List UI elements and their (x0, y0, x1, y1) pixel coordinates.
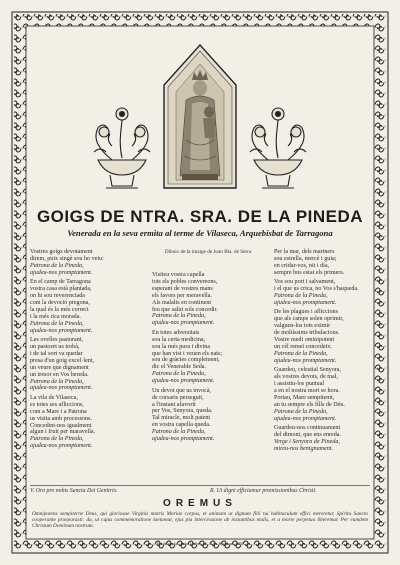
verse-line: ajudeu-nos promptament. (30, 327, 93, 334)
verse-line: Guardeu, celestial Senyora, (274, 367, 342, 374)
flower-vase-right (250, 108, 306, 188)
verse-line: ajudeu-nos promptament. (274, 299, 337, 306)
verse-line: que han vist i veuen els nats; (152, 350, 223, 357)
page-subtitle: Venerada en la seva ermita al terme de Vilaseca, Arquebisbat de Tarragona (67, 228, 333, 238)
stanza (30, 249, 142, 277)
printer-footer: Fotolitografia · Balm G. Pere, 45, 3r.A · Barcelona, 1983 (156, 542, 244, 546)
page-title: GOIGS DE NTRA. SRA. DE LA PINEDA (36, 207, 364, 226)
verse-line: La vila de Vilaseca, (30, 394, 78, 401)
stanza (30, 395, 142, 450)
verse-line: En el camp de Tarragona (30, 279, 91, 286)
verse-line: sou la més pura i divina (152, 343, 211, 350)
verse-line: Per la mar, dels mariners (274, 249, 335, 255)
verse-line: sou estrella, mercè i guia; (274, 255, 337, 262)
verse-line: per Vos, Senyora, queda. (152, 408, 213, 415)
verse-line: feu que salut sols concedir. (152, 306, 218, 313)
verse-line: en vostra capella queda. (152, 422, 211, 429)
verse-line: sempre bus estat els primers. (274, 269, 345, 276)
verse-line: Concedint-nos igualment (30, 422, 92, 429)
flower-vase-left (94, 108, 150, 188)
verse-line: un cèl remei concedeix. (274, 343, 332, 350)
verse-line: ajudeu-nos promptament. (152, 436, 215, 443)
verse-line: mireu-nos benignament. (274, 445, 334, 452)
verse-line: Verge i Senyora de Pineda, (274, 438, 340, 445)
image-credit-line-1: Dibuix de la imatge (164, 249, 206, 255)
verse-column-3 (274, 249, 374, 455)
verse-line: De les plagues i afliccions (274, 309, 338, 316)
oremus-heading: OREMUS (163, 498, 237, 509)
verse-line: presa d'un goig excel·lent, (30, 357, 95, 364)
verse-line: Visiteu vostra capella (152, 272, 205, 278)
verse-line: valguen-los tots eximir (274, 323, 331, 330)
stanza (152, 330, 264, 385)
verse-line: esperant de vostres mans (152, 285, 213, 292)
stanza (30, 279, 142, 334)
closing-prayer: Omnipotens sempiterne Deus, qui gloriosae Virginis matris Mariae corpus, et animam ut dignum filii tui habitaculum effici mereretur, Spiritu Sancto cooperante praeparasti: da, ut cujus commemoratione laetamur, ejus pia intercessione ab instantibus malis, et a morte perpetua liberemur. Per eumdem Christum Dominum nostrum. (32, 511, 368, 530)
stanza (274, 279, 374, 307)
verse-line: ajudeu-nos promptament. (274, 415, 337, 422)
verse-line: els favors per meravella. (152, 292, 212, 299)
stanza (274, 367, 374, 422)
stanza (274, 425, 374, 453)
verse-line: a en el nostra mort se hora. (274, 388, 340, 394)
verse-line: Vos sou port i salvament, (274, 279, 336, 286)
verse-line: de moltíssims tribulacions. (274, 330, 340, 337)
verse-line: un pastoret us trobà, (30, 343, 80, 350)
verse-line: un veure que dignament (30, 364, 89, 371)
verse-line: ajudeu-nos promptament. (30, 385, 93, 392)
verse-line: Patrona de la Pineda, (152, 429, 206, 436)
verse-line: Patrona de la Pineda, (30, 436, 84, 443)
versicle-r: R. Ut digni efficiamur promissionibus Christi. (210, 488, 317, 494)
verse-line: tots els pobles convereons, (152, 278, 218, 285)
verse-line: Guardeu-nos continuament (274, 425, 341, 432)
verse-line: Vostre medi ominipotent (274, 337, 335, 344)
verse-line: direm, puix singè sou ho veiu: (30, 255, 104, 262)
verse-line: Patrona de la Pineda, (152, 371, 206, 378)
verse-line: Patrona de la Pineda, (274, 293, 328, 300)
image-credit-line-2: de Joan Bta. de Serra (207, 249, 252, 255)
verse-line: la qual és la més correct (30, 306, 89, 313)
verse-line: com a Mare i a Patrona (30, 408, 87, 415)
verse-line: Tal miracle, molt patent (152, 415, 211, 422)
stanza (30, 337, 142, 392)
verse-column-2 (152, 272, 264, 446)
verse-line: Portau, Mare sempitemt, (274, 394, 335, 401)
stanza (152, 388, 264, 443)
verse-column-1 (30, 249, 142, 453)
verse-line: dic el Venerable Seda. (152, 364, 207, 371)
verse-line: del dimoni, que ens enreda. (274, 432, 342, 439)
verse-line: Vostres goigs devotament (30, 249, 93, 255)
verse-line: Patrona de la Pineda, (30, 378, 84, 385)
verse-line: Un devot que us invocà, (152, 387, 212, 394)
verse-line: algun i fruit per maravella. (30, 429, 96, 436)
verse-line: i de tal sort va quedar (30, 350, 83, 357)
verse-line: sou de gràcies complement, (152, 357, 220, 364)
image-credit-note (152, 250, 264, 256)
stanza (274, 249, 374, 277)
verse-line: ajudeu-nos promptament. (274, 357, 337, 364)
verse-line: Patrona de la Pineda, (30, 262, 84, 269)
verse-line: us visita amb processons. (30, 415, 92, 422)
verse-line: sou la certa medicina, (152, 336, 206, 343)
verse-line: com la devoció pregona, (30, 299, 90, 306)
verse-line: i la més rica morada. (30, 313, 81, 320)
verse-line: ajudeu-nos promptament. (30, 443, 93, 450)
stanza (152, 272, 264, 327)
divider (30, 485, 370, 486)
verse-line: ajudeu-nos promptament. (152, 320, 215, 327)
verse-line: a l'instant afavorit (152, 401, 196, 408)
verse-line: En totes adversitats (152, 329, 200, 336)
verse-line: Patrona de la Pineda, (152, 313, 206, 320)
verse-line: es totes ses afliccions, (30, 401, 84, 408)
verse-line: ajudeu-nos promptament. (152, 378, 215, 385)
verse-line: i assistiu-los puntual (274, 381, 325, 388)
versicle-v: V. Ora pro nobis Sancta Dei Genitrix. (30, 488, 118, 494)
verse-line: on hi sou reverenciada (30, 293, 85, 300)
verse-line: Les ovelles pasturant, (30, 337, 83, 344)
verse-line: un tresor en Vos hereda. (30, 371, 89, 378)
verse-line: Patrona de la Pineda, (274, 350, 328, 357)
madonna-image (164, 45, 236, 188)
verse-line: Als malalts en continent (152, 299, 212, 306)
verse-line: i el que us crica, no Vos s'haqueda. (274, 286, 359, 293)
verse-line: als vostres devots, de mal, (274, 374, 338, 381)
verse-line: en cridar-vos, nit i dia, (274, 262, 330, 269)
stanza (274, 309, 374, 364)
verse-line: de corsaris perseguit, (152, 394, 204, 401)
verse-line: an tu sempre els fills de Déu. (274, 401, 345, 408)
verse-line: ajudeu-nos promptament. (30, 269, 93, 276)
verse-line: que als camps solen oprimir, (274, 316, 344, 323)
verse-line: vostra casa està plantada, (30, 286, 92, 293)
verse-line: Patrona de la Pineda, (274, 408, 328, 415)
verse-line: Patrona de la Pineda, (30, 320, 84, 327)
